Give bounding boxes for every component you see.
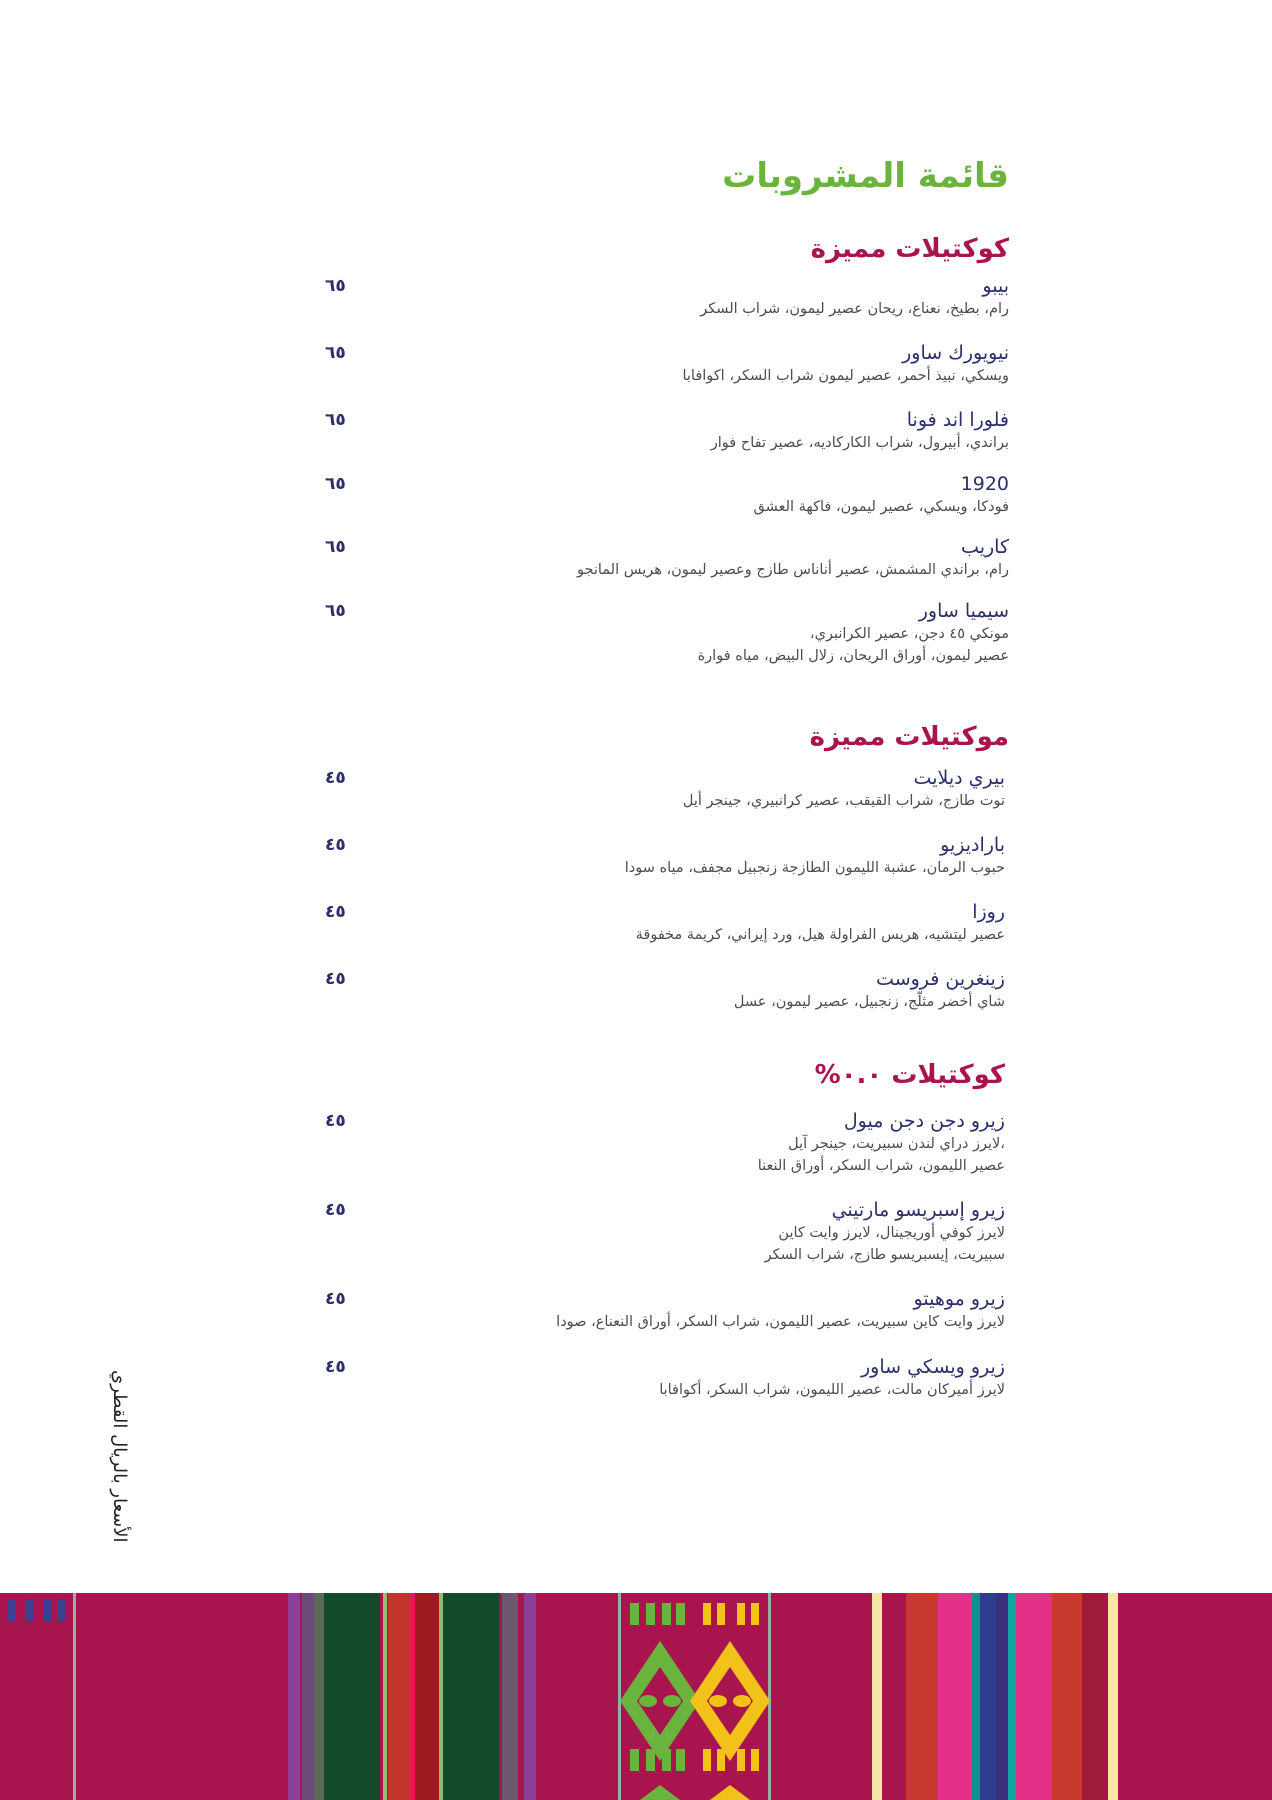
item-description: ،لايرز دراي لندن سبيريت، جينجر آيل <box>788 1136 1005 1152</box>
menu-item <box>249 408 1009 454</box>
item-price: ٦٥ <box>325 276 346 296</box>
item-name: نيويورك ساور <box>902 342 1009 364</box>
item-name: زيرو دجن دجن ميول <box>843 1110 1005 1132</box>
item-name: زيرو ويسكي ساور <box>860 1356 1005 1378</box>
section-title-zero-cocktails: كوكتيلات ٠.٠% <box>814 1060 1005 1090</box>
item-price: ٦٥ <box>325 537 346 557</box>
item-price: ٤٥ <box>325 1111 346 1131</box>
item-description: شاي أخضر مثلّج، زنجبيل، عصير ليمون، عسل <box>733 994 1005 1010</box>
item-description: لايرز وايت كاين سبيريت، عصير الليمون، شراب السكر، أوراق النعناع، صودا <box>556 1314 1005 1330</box>
item-description: رام، براندي المشمش، عصير أناناس طازج وعصير ليمون، هريس المانجو <box>576 562 1009 578</box>
item-name: سيميا ساور <box>918 600 1009 622</box>
item-price: ٦٥ <box>325 474 346 494</box>
item-description: فودكا، ويسكي، عصير ليمون، فاكهة العشق <box>753 499 1009 515</box>
menu-item <box>249 274 1009 320</box>
section-title-signature-cocktails: كوكتيلات مميزة <box>810 234 1009 264</box>
page-title: قائمة المشروبات <box>722 156 1009 196</box>
item-name: باراديزيو <box>940 834 1005 856</box>
item-description: ويسكي، نبيذ أحمر، عصير ليمون شراب السكر، اكوافابا <box>682 368 1009 384</box>
item-price: ٤٥ <box>325 1357 346 1377</box>
menu-item <box>245 1109 1005 1177</box>
item-description: لايرز أميركان مالت، عصير الليمون، شراب السكر، أكوافابا <box>659 1382 1005 1398</box>
item-description: توت طازج، شراب القيقب، عصير كرانبيري، جينجر أيل <box>682 793 1005 809</box>
item-price: ٤٥ <box>325 1200 346 1220</box>
menu-item <box>245 1287 1005 1333</box>
menu-item <box>245 1355 1005 1401</box>
item-description: عصير ليمون، أوراق الريحان، زلال البيض، مياه فوارة <box>697 648 1009 664</box>
menu-item <box>249 472 1009 518</box>
menu-item <box>245 766 1005 812</box>
item-price: ٤٥ <box>325 835 346 855</box>
item-name: زينغرين فروست <box>876 968 1005 990</box>
menu-item <box>249 599 1009 667</box>
item-price: ٤٥ <box>325 969 346 989</box>
item-name: 1920 <box>960 473 1009 495</box>
item-price: ٤٥ <box>325 1289 346 1309</box>
item-price: ٦٥ <box>325 410 346 430</box>
decorative-pattern-band <box>0 1593 1272 1800</box>
item-name: روزا <box>972 901 1005 923</box>
item-price: ٤٥ <box>325 768 346 788</box>
menu-item <box>245 833 1005 879</box>
item-name: زيرو موهيتو <box>913 1288 1005 1310</box>
item-description: لايرز كوفي أوريجينال، لايرز وايت كاين <box>778 1225 1005 1241</box>
menu-item <box>245 900 1005 946</box>
item-description: براندي، أبيرول، شراب الكاركاديه، عصير تفاح فوار <box>710 435 1009 451</box>
item-price: ٤٥ <box>325 902 346 922</box>
item-name: كاريب <box>961 536 1009 558</box>
item-description: سبيريت، إيسبريسو طازج، شراب السكر <box>764 1247 1005 1263</box>
item-name: فلورا اند فونا <box>906 409 1009 431</box>
price-currency-note-text: الأسعار بالريال القطري <box>109 1370 130 1543</box>
menu-item <box>249 341 1009 387</box>
menu-item <box>245 1198 1005 1266</box>
section-title-signature-mocktails: موكتيلات مميزة <box>809 722 1009 752</box>
menu-item <box>245 967 1005 1013</box>
item-price: ٦٥ <box>325 343 346 363</box>
item-description: رام، بطيخ، نعناع، ريحان عصير ليمون، شراب السكر <box>700 301 1009 317</box>
item-description: مونكي ٤٥ دجن، عصير الكرانبري، <box>809 626 1009 642</box>
menu-item <box>249 535 1009 581</box>
item-description: عصير الليمون، شراب السكر، أوراق النعنا <box>757 1158 1005 1174</box>
item-description: حبوب الرمان، عشبة الليمون الطازجة زنجبيل مجفف، مياه سودا <box>624 860 1005 876</box>
item-price: ٦٥ <box>325 601 346 621</box>
item-name: بيبو <box>982 275 1009 297</box>
item-name: بيري ديلايت <box>913 767 1005 789</box>
item-description: عصير ليتشيه، هريس الفراولة هيل، ورد إيراني، كريمة مخفوقة <box>635 927 1005 943</box>
item-name: زيرو إسبريسو مارتيني <box>831 1199 1005 1221</box>
